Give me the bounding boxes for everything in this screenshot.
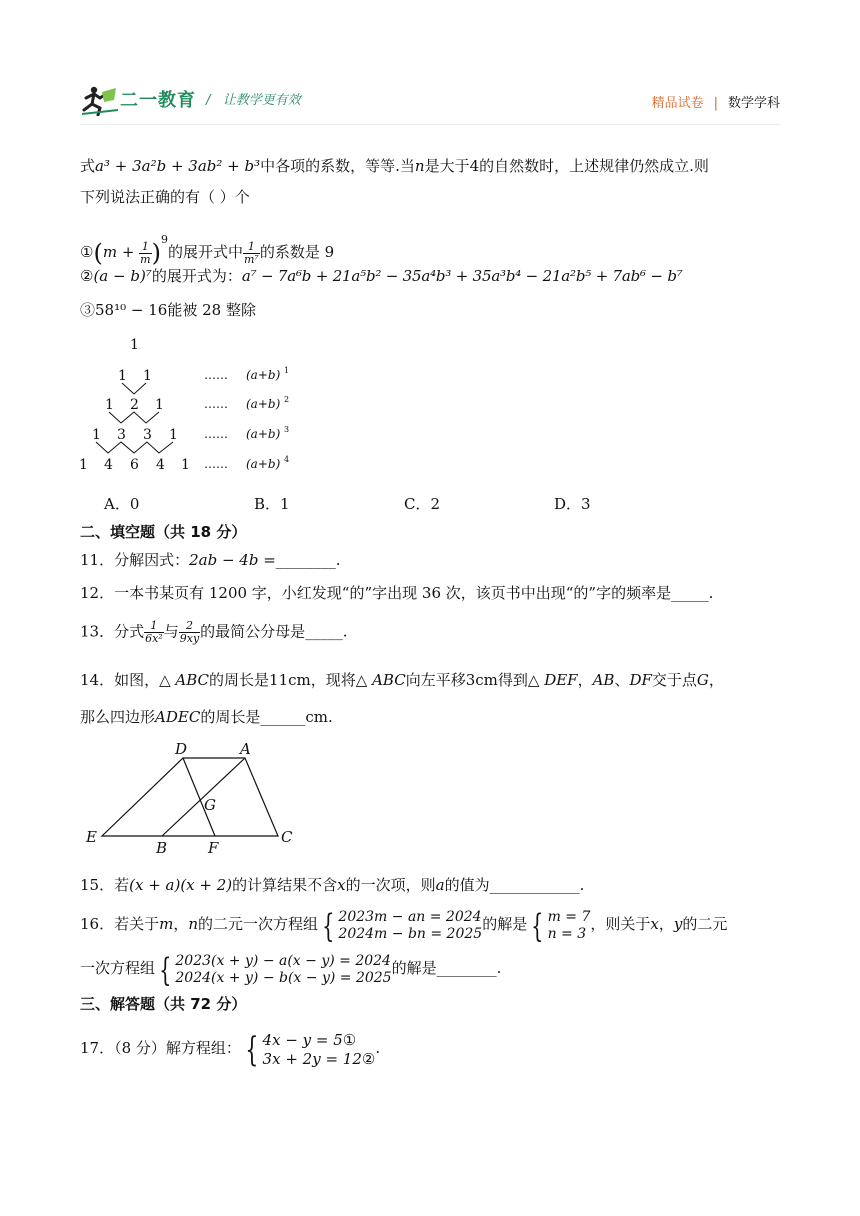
q13-fraction-2 bbox=[179, 620, 200, 645]
question-number: 16． bbox=[80, 915, 115, 933]
triangle-label: (a+b) bbox=[246, 397, 281, 411]
header-right bbox=[652, 92, 780, 111]
option-c[interactable]: C．2 bbox=[404, 495, 441, 513]
q15-text: 若 bbox=[114, 876, 130, 894]
triangle-label-exp: 2 bbox=[284, 395, 290, 404]
triangle-dots: …… bbox=[204, 427, 228, 441]
q14-math: 11cm bbox=[269, 671, 311, 689]
statement-mark: ③ bbox=[80, 301, 96, 319]
s1-fraction-2 bbox=[243, 241, 260, 266]
slogan bbox=[206, 89, 301, 108]
q16-end: . bbox=[496, 959, 502, 977]
q11 bbox=[80, 550, 341, 570]
s2-expr: (a − b)⁷ bbox=[93, 267, 152, 285]
q10-statement-2 bbox=[80, 266, 683, 286]
point-label-d: D bbox=[175, 740, 188, 758]
q14-text: 向左平移 bbox=[405, 671, 466, 689]
triangle-number: 4 bbox=[104, 457, 113, 473]
q14-math: △ ABC bbox=[355, 671, 406, 689]
q13-text: 与 bbox=[163, 622, 179, 641]
q14-text: ， bbox=[577, 671, 593, 689]
q14-math: △ ABC bbox=[159, 671, 210, 689]
frac-denominator: 9xy bbox=[179, 632, 200, 645]
q13-text: 的最简公分母是 bbox=[200, 622, 306, 641]
q16-text: 的解是 bbox=[482, 915, 528, 933]
q13-fraction-1 bbox=[144, 620, 164, 645]
statement-mark: ② bbox=[80, 267, 94, 285]
header-category: 精品试卷 bbox=[651, 96, 704, 111]
frac-numerator: 1 bbox=[144, 620, 164, 633]
q17-system: { 4x − y = 5① 3x + 2y = 12② bbox=[245, 1030, 376, 1070]
pascal-triangle-figure bbox=[70, 330, 330, 480]
triangle-number: 1 bbox=[143, 368, 152, 384]
q15-text: 的计算结果不含 bbox=[232, 876, 338, 894]
q17-end: . bbox=[375, 1039, 381, 1057]
answer-blank[interactable]: _____ bbox=[671, 584, 709, 602]
page-header bbox=[80, 84, 780, 120]
geometry-figure bbox=[80, 740, 310, 858]
answer-blank[interactable]: ________ bbox=[436, 959, 497, 977]
slogan-text: 让教学更有效 bbox=[222, 93, 301, 108]
q14-text: 得到 bbox=[497, 671, 528, 689]
q14-text: 、 bbox=[614, 671, 630, 689]
triangle-labels bbox=[204, 366, 289, 471]
q16-text: 若关于 bbox=[114, 915, 160, 933]
q14-line1 bbox=[80, 670, 724, 690]
q16-eq2: 2024m − bn = 2025 bbox=[338, 926, 483, 942]
triangle-dots: …… bbox=[204, 368, 228, 382]
frac-numerator: 2 bbox=[179, 620, 200, 633]
triangle-label: (a+b) bbox=[246, 427, 281, 441]
q16-sol2: n = 3 bbox=[547, 926, 587, 942]
triangle-number: 1 bbox=[181, 457, 190, 473]
triangle-number: 1 bbox=[105, 397, 114, 413]
question-number: 13． bbox=[80, 622, 115, 641]
triangle-connectors bbox=[96, 383, 173, 453]
q16-eq3: 2023(x + y) − a(x − y) = 2024 bbox=[175, 953, 391, 969]
point-label-e: E bbox=[86, 828, 97, 846]
q10-text: 是大于4的自然数时，上述规律仍然成立.则 bbox=[424, 157, 709, 175]
frac-numerator: 1 bbox=[243, 241, 260, 254]
option-d[interactable]: D．3 bbox=[554, 495, 591, 513]
statement-mark: ① bbox=[80, 243, 94, 261]
point-label-g: G bbox=[204, 796, 216, 814]
slogan-separator: / bbox=[206, 93, 211, 108]
q15 bbox=[80, 875, 584, 895]
section-3-heading: 三、解答题（共 72 分） bbox=[80, 995, 247, 1013]
q16-text: 的解是 bbox=[391, 959, 437, 977]
q10-statement-1: ①(m + $\frac{1}{m}$ )$^9$的展开式中 $\frac{1}{\text{m⁷}}$ 的系数是 9 bbox=[80, 233, 335, 267]
s1-base: m + bbox=[102, 243, 135, 261]
point-label-c: C bbox=[281, 828, 293, 846]
header-separator: | bbox=[713, 96, 718, 111]
q14-math: DF bbox=[629, 671, 652, 689]
section-2-heading: 二、填空题（共 18 分） bbox=[80, 523, 247, 541]
s1-text: 的系数是 9 bbox=[259, 243, 335, 261]
frac-denominator: m bbox=[140, 252, 151, 266]
s1-fraction bbox=[139, 241, 151, 266]
q13-text: 分式 bbox=[114, 622, 145, 641]
q10-options bbox=[104, 493, 591, 514]
q15-text: 的值为 bbox=[444, 876, 490, 894]
q16-var: n bbox=[188, 915, 199, 933]
q14-math: △ DEF bbox=[527, 671, 578, 689]
q16-eq1: 2023m − an = 2024 bbox=[338, 909, 482, 925]
q12 bbox=[80, 583, 713, 603]
q10-statement-3 bbox=[80, 300, 256, 320]
q15-var: x bbox=[337, 876, 346, 894]
q10-line2: 下列说法正确的有（ ）个 bbox=[80, 188, 250, 206]
point-label-a: A bbox=[240, 740, 251, 758]
q15-expr: (x + a)(x + 2) bbox=[129, 876, 233, 894]
q16-line1 bbox=[80, 906, 728, 945]
q14-text: ， bbox=[708, 671, 724, 689]
question-number: 15． bbox=[80, 876, 115, 894]
q15-var: a bbox=[435, 876, 445, 894]
q16-var: y bbox=[673, 915, 683, 933]
q14-math: G bbox=[696, 671, 709, 689]
triangle-number: 3 bbox=[117, 427, 126, 443]
triangle-number: 1 bbox=[130, 337, 139, 353]
triangle-number: 1 bbox=[169, 427, 178, 443]
header-rule bbox=[80, 124, 780, 125]
triangle-label-exp: 1 bbox=[284, 366, 290, 375]
q14-math: 3cm bbox=[465, 671, 498, 689]
q16-eq4: 2024(x + y) − b(x − y) = 2025 bbox=[175, 970, 392, 986]
q17 bbox=[80, 1028, 380, 1068]
triangle-number: 4 bbox=[156, 457, 165, 473]
q10-line1 bbox=[80, 156, 709, 176]
triangle-number: 1 bbox=[92, 427, 101, 443]
q16-text: 一次方程组 bbox=[80, 959, 156, 977]
q16-text: ，则关于 bbox=[590, 915, 651, 933]
q14-text: 的周长是 bbox=[209, 671, 270, 689]
s2-result: a⁷ − 7a⁶b + 21a⁵b² − 35a⁴b³ + 35a³b⁴ − 21a²b⁵ + 7ab⁶ − b⁷ bbox=[241, 267, 683, 285]
triangle-dots: …… bbox=[204, 457, 228, 471]
equation-mark: ② bbox=[361, 1050, 376, 1068]
q16-var: m bbox=[159, 915, 174, 933]
q16-system-1: { 2023m − an = 2024 2024m − bn = 2025 bbox=[322, 907, 483, 945]
q15-end: . bbox=[579, 876, 585, 894]
q11-text: 分解因式： bbox=[114, 551, 190, 569]
q11-end: . bbox=[335, 551, 341, 569]
q16-system-2: { 2023(x + y) − a(x − y) = 2024 2024(x + y) − b(x − y) = 2025 bbox=[159, 951, 392, 989]
header-subject: 数学学科 bbox=[727, 96, 780, 111]
runner-logo-icon bbox=[80, 84, 120, 116]
q14-text: 14．如图， bbox=[80, 671, 160, 689]
q16-sol1: m = 7 bbox=[547, 909, 591, 925]
frac-numerator: 1 bbox=[139, 241, 151, 254]
frac-denominator: m⁷ bbox=[244, 252, 259, 266]
q10-text: 中各项的系数，等等.当 bbox=[260, 157, 415, 175]
s1-text: 的展开式中 bbox=[167, 243, 243, 261]
frac-denominator: 6x² bbox=[145, 632, 163, 645]
triangle-label-exp: 4 bbox=[284, 455, 290, 464]
q14-math: ADEC bbox=[155, 708, 201, 726]
s3-expr: 58¹⁰ − 16 bbox=[95, 301, 168, 319]
q10-expr: a³ + 3a²b + 3ab² + b³ bbox=[95, 157, 261, 175]
s3-text: 能被 28 整除 bbox=[167, 301, 256, 319]
q14-text: 的周长是 bbox=[200, 708, 261, 726]
answer-blank[interactable]: ____________ bbox=[489, 876, 580, 894]
q14-text: cm. bbox=[305, 708, 333, 726]
s2-text: 的展开式为： bbox=[151, 267, 242, 285]
option-b[interactable]: B．1 bbox=[254, 495, 290, 513]
triangle-number: 1 bbox=[79, 457, 88, 473]
q12-text: 12．一本书某页有 1200 字，小红发现“的”字出现 36 次，该页书中出现“的”字的频率是 bbox=[80, 584, 672, 602]
q16-text: ， bbox=[658, 915, 674, 933]
q10-n: n bbox=[414, 157, 425, 175]
equation-mark: ① bbox=[342, 1031, 357, 1049]
option-a[interactable]: A．0 bbox=[104, 495, 140, 513]
q10-text: 式 bbox=[80, 157, 96, 175]
q16-var: x bbox=[650, 915, 659, 933]
q17-eq2: 3x + 2y = 12 bbox=[262, 1050, 362, 1068]
answer-blank[interactable]: ______ bbox=[260, 708, 306, 726]
answer-blank[interactable]: ________ bbox=[275, 551, 336, 569]
q12-end: . bbox=[708, 584, 714, 602]
point-label-f: F bbox=[208, 839, 219, 857]
triangle-label: (a+b) bbox=[246, 368, 281, 382]
s1-exponent: 9 bbox=[160, 233, 168, 246]
figure-lines bbox=[102, 758, 278, 836]
q14-text: 那么四边形 bbox=[80, 708, 156, 726]
triangle-dots: …… bbox=[204, 397, 228, 411]
q14-line2 bbox=[80, 707, 333, 727]
triangle-label: (a+b) bbox=[246, 457, 281, 471]
q16-text: 的二元一次方程组 bbox=[198, 915, 319, 933]
q13 bbox=[80, 620, 347, 645]
triangle-number: 1 bbox=[118, 368, 127, 384]
q11-expr: 2ab − 4b = bbox=[189, 551, 276, 569]
point-label-b: B bbox=[156, 839, 168, 857]
q16-text: 的二元 bbox=[682, 915, 728, 933]
q14-text: ，现将 bbox=[310, 671, 356, 689]
q16-text: ， bbox=[173, 915, 189, 933]
triangle-number: 2 bbox=[130, 397, 139, 413]
answer-blank[interactable]: _____ bbox=[305, 622, 343, 641]
q16-line2 bbox=[80, 950, 502, 989]
q17-text: 17．（8 分）解方程组： bbox=[80, 1039, 241, 1057]
q15-text: 的一次项，则 bbox=[345, 876, 436, 894]
q13-end: . bbox=[342, 622, 348, 641]
question-number: 11． bbox=[80, 551, 115, 569]
q14-text: 交于点 bbox=[651, 671, 697, 689]
triangle-number: 1 bbox=[155, 397, 164, 413]
triangle-number: 3 bbox=[143, 427, 152, 443]
triangle-label-exp: 3 bbox=[284, 425, 290, 434]
logo-text: 二一教育 bbox=[120, 90, 196, 111]
triangle-number: 6 bbox=[130, 457, 139, 473]
q17-eq1: 4x − y = 5 bbox=[262, 1031, 343, 1049]
q16-solution: { m = 7 n = 3 bbox=[531, 907, 591, 945]
q14-math: AB bbox=[592, 671, 615, 689]
